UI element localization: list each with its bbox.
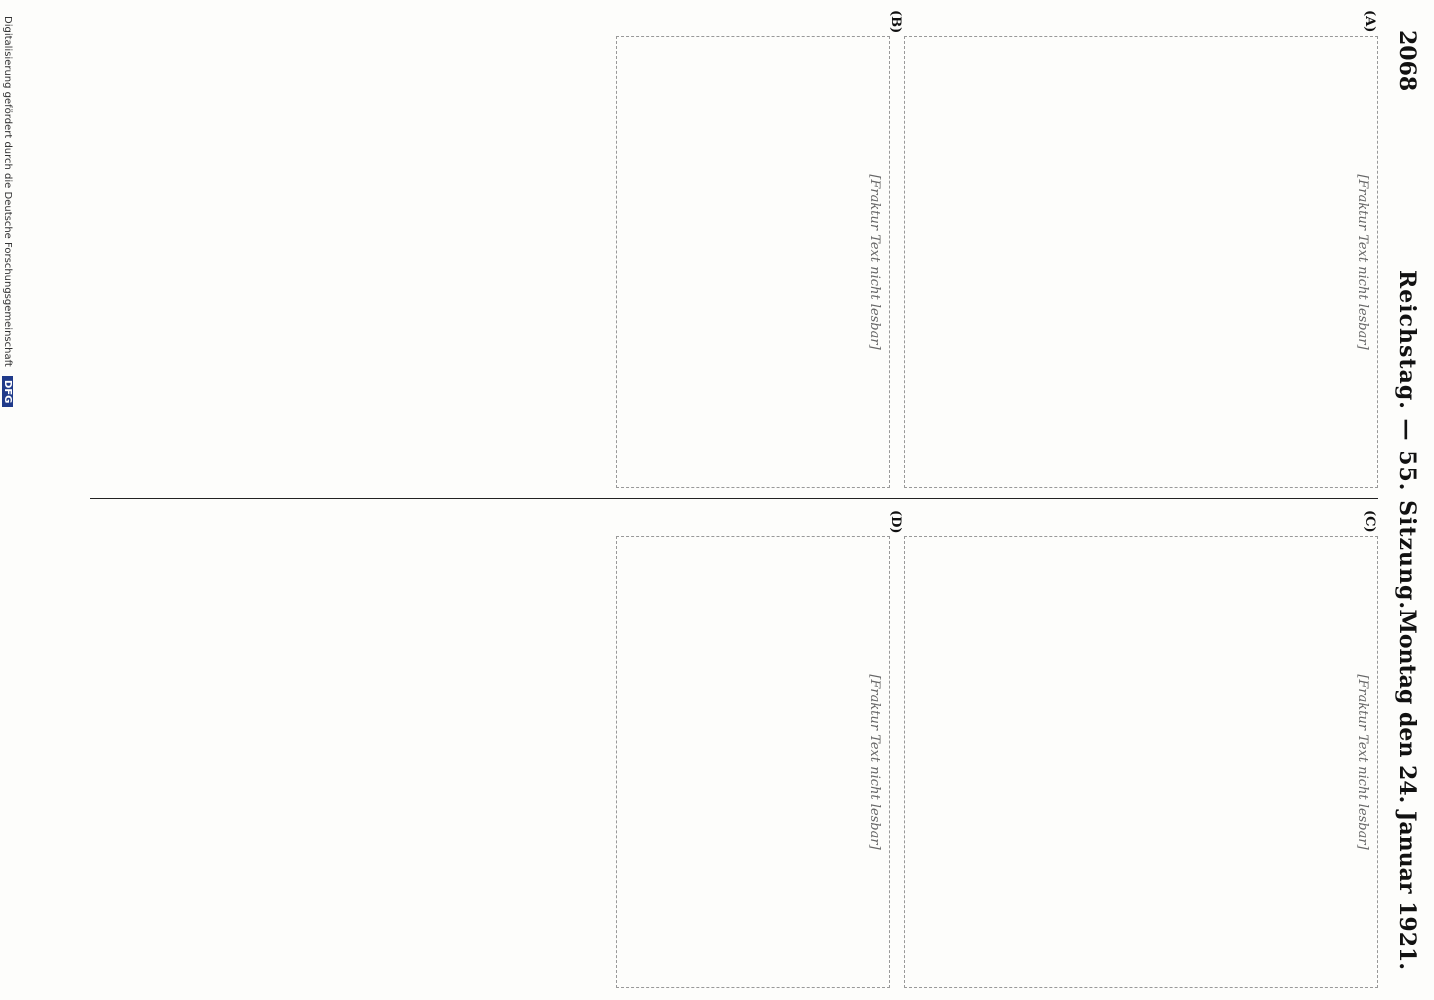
left-column-text-lower: [Fraktur Text nicht lesbar] [616,36,890,488]
margin-mark-d: (D) [888,510,903,534]
margin-mark-c: (C) [1362,510,1377,533]
session-date: Montag den 24. Januar 1921. [1394,609,1420,970]
dfg-logo: DFG [2,376,13,407]
digitization-footer [2,0,13,1000]
right-column [70,510,1378,988]
margin-mark-b: (B) [888,10,903,34]
column-divider [90,498,1378,499]
right-column-text-lower: [Fraktur Text nicht lesbar] [616,536,890,988]
right-column-text-upper: [Fraktur Text nicht lesbar] [904,536,1378,988]
footer-credit: Digitalisierung gefördert durch die Deutsche Forschungsgemeinschaft [2,16,13,367]
left-column [70,10,1378,488]
left-column-text-upper: [Fraktur Text nicht lesbar] [904,36,1378,488]
session-title: Reichstag. — 55. Sitzung. [1394,270,1420,611]
margin-mark-a: (A) [1362,10,1377,33]
page-number: 2068 [1394,30,1420,92]
page-header [1386,30,1426,970]
